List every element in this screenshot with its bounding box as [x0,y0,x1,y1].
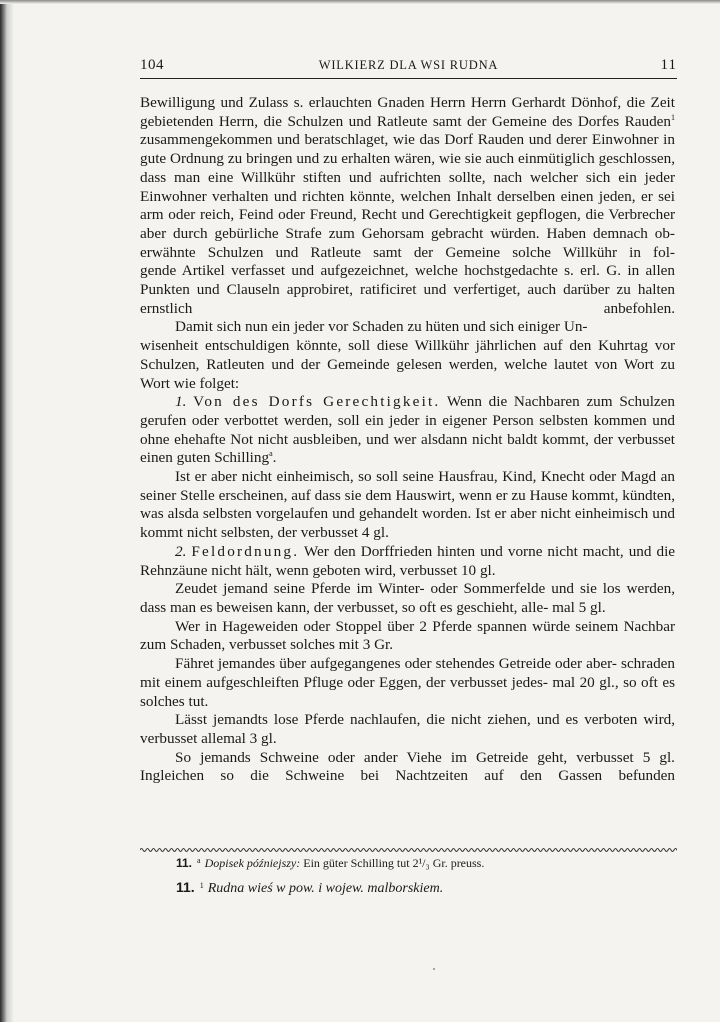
footnotes [176,852,676,899]
article-1: 1. Von des Dorfs Gerechtigkeit. Wenn die Nachbaren zum Schulzen gerufen oder verbottet werden, soll ein jeder in eigener Person selbsten kommen und ohne ehehafte Not nicht ausbleiben, und wer alsdann nicht baldt kommt, der verbusset einen guten Schilling$^a$. [140,393,676,467]
paragraph-reading: Damit sich nun ein jeder vor Schaden zu hüten und sich einiger Un- wisenheit entschuldigen könnte, soll diese Willkühr jährlichen auf den Kuhrtag vor Schulzen, Ratleuten und der Gemeinde gelesen werden, welche lautet von Wort zu Wort wie folget: [140,318,676,392]
article-2-number: 2. [175,542,187,560]
footnote-1: 11. $^1$ Rudna wieś w pow. i wojew. malborskiem. [176,879,444,896]
page-body [140,94,675,786]
paragraph-absence: Ist er aber nicht einheimisch, so soll seine Hausfrau, Kind, Knecht oder Magd an seiner Stelle erscheinen, auf dass sie dem Hauswirt, wenn er zu Hause kommt, kündten, was alsda selbsten vorgelaufen und gehandelt worden. Ist er aber nicht einheimisch und kommt nicht selbsten, der verbusset 4 gl. [140,468,676,542]
paragraph-horses: Zeudet jemand seine Pferde im Winter- oder Sommerfelde und sie los werden, dass man es beweisen kann, der verbusset, so oft es geschieht, alle- mal 5 gl. [140,580,676,616]
document-number: 11 [660,57,677,73]
running-head [140,57,677,77]
page-number: 104 [140,57,164,73]
paragraph-swine: So jemands Schweine oder ander Viehe im Getreide geht, verbusset 5 gl. Ingleichen so die Schweine bei Nachtzeiten auf den Gassen befunden [140,748,675,785]
article-2: 2. Feldordnung. Wer den Dorffrieden hinten und vorne nicht macht, und die Rehnzäune nicht hält, wenn geboten wird, verbusset 10 gl. [140,542,676,579]
article-1-number: 1. [175,393,187,411]
scan-binding-shadow [0,0,14,1022]
header-rule [140,78,677,79]
running-title: WILKIERZ DLA WSI RUDNA [318,58,499,72]
footnote-a: 11. $^a$ Dopisek późniejszy: Ein güter Schilling tut 2¹/₃ Gr. preuss. [176,856,485,870]
scan-top-edge [0,0,720,4]
article-1-title: Von des Dorfs Gerechtigkeit. [193,393,441,411]
paragraph-grain: Fähret jemandes über aufgegangenes oder stehendes Getreide oder aber- schraden mit einem aufgeschleiften Pfluge oder Eggen, der verbusset jedes- mal 20 gl., so oft es solches tut. [140,655,676,710]
article-2-title: Feldordnung. [191,542,300,560]
footnote-marker-a: a [269,449,273,459]
footnote-marker-1: 1 [671,112,676,122]
paragraph-preamble: Bewilligung und Zulass s. erlauchten Gnaden Herrn Herrn Gerhardt Dönhof, die Zeit gebietenden Herrn, die Schulzen und Ratleute samt der Gemeine des Dorfes Rauden$^1$ zusammengekommen und beratschlaget, wie das Dorf Rauden und derer Einwohner in gute Ordnung zu bringen und zu erhalten wären, wie sie auch einmütiglich geschlossen, dass man eine Willkühr stiften und aufrichten sollte, nach welcher sich ein jeder Einwohner verhalten und richten könnte, welchen Inhalt derselben einen jeden, er sei arm oder reich, Feind oder Freund, Recht und Gerechtigkeit gepflogen, die Verbrecher aber durch gebürliche Strafe zum Gehorsam gebracht würden. Haben demnach ob- erwähnte Schulzen und Ratleute samt der Gemeine solche Willkühr in fol- gende Artikel verfasset und aufgezeichnet, welche hochstgedachte s. erl. G. in allen Punkten und Clauseln approbiret, ratificiret und verfertiget, auch darüber zu halten ernstlich anbefohlen. [140,94,676,317]
scan-speck [433,968,435,970]
paragraph-hageweiden: Wer in Hageweiden oder Stoppel über 2 Pferde spannen würde seinem Nachbar zum Schaden, verbusset solches mit 3 Gr. [140,617,675,654]
paragraph-loose-horses: Lässt jemandts lose Pferde nachlaufen, die nicht ziehen, und es verboten wird, verbusset allemal 3 gl. [140,711,676,747]
